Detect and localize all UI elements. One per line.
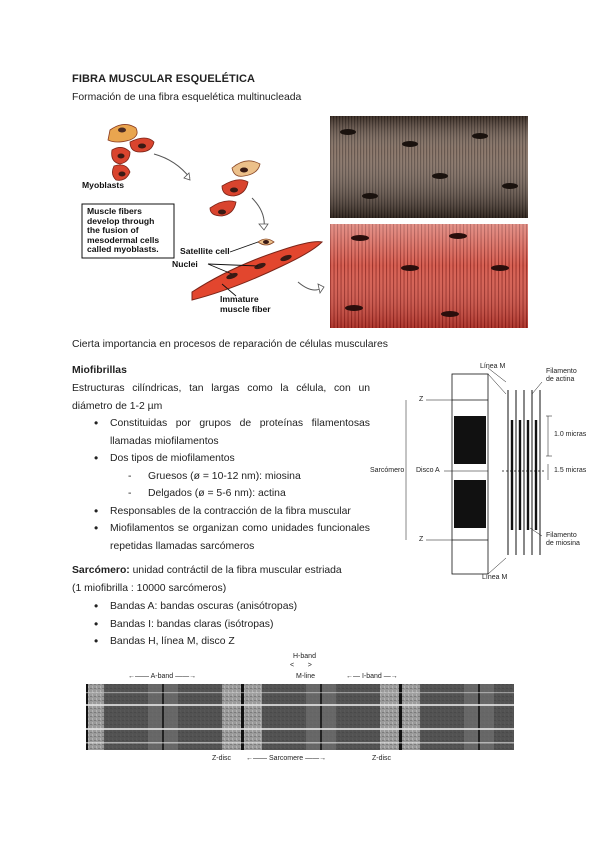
fusing-cells (210, 161, 260, 216)
z-disc-right-label: Z-disc (372, 755, 392, 762)
sarcomere-label: ←—— Sarcomere ——→ (246, 755, 327, 762)
list-item: • Bandas H, línea M, disco Z (72, 633, 392, 651)
m-line-label: M-line (296, 673, 316, 680)
miofibrillas-heading: Miofibrillas (72, 365, 127, 376)
i-band-label: ←— I-band —→ (346, 673, 398, 680)
red-fiber-image (330, 224, 528, 328)
fiber-drawing-red (330, 224, 528, 328)
sub-list-item: - Gruesos (ø = 10-12 nm): miosina (72, 468, 370, 486)
miofibrillas-intro: Estructuras cilíndricas, tan largas como la célula, con un diámetro de 1-2 µm (72, 383, 370, 412)
label-line: de miosina (546, 540, 580, 547)
linea-m-bottom-label: Línea M (482, 574, 508, 581)
disco-a-label: Disco A (416, 467, 440, 474)
page-title: FIBRA MUSCULAR ESQUELÉTICA (72, 73, 256, 85)
satellite-cell-label: Satellite cell (180, 246, 230, 256)
sarcomere-micrograph (86, 684, 514, 750)
immature-fiber-label (220, 295, 271, 314)
repair-text: Cierta importancia en procesos de reparación de células musculares (72, 339, 388, 350)
sarcomere-diagram (370, 360, 592, 585)
box-line: Muscle fibers (87, 206, 142, 216)
brown-fiber-image (330, 116, 528, 218)
muscle-fiber-box (87, 207, 159, 255)
box-line: mesodermal cells (87, 234, 160, 245)
z-label-top: Z (419, 396, 424, 403)
sarcomero-definition (72, 562, 342, 580)
myoblasts-label: Myoblasts (82, 180, 125, 190)
sarcomero-term: Sarcómero: (72, 565, 130, 576)
box-line: develop through (87, 215, 155, 226)
sarcomero-list (72, 598, 392, 651)
a-band-text: A-band (150, 673, 174, 680)
box-line: the fusion of (87, 225, 139, 235)
nuclei-label: Nuclei (172, 259, 198, 269)
immature-line: muscle fiber (220, 303, 271, 314)
a-band-label: ←—— A-band ——→ (128, 673, 197, 680)
i-band-text: I-band (361, 673, 382, 680)
immature-line: Immature (220, 294, 259, 304)
list-item: • Bandas A: bandas oscuras (anisótropas) (72, 598, 392, 616)
z-disc-left-label: Z-disc (212, 755, 232, 762)
micras-15-label: 1.5 micras (554, 467, 587, 474)
sarcomero-diagram-label: Sarcómero (370, 467, 405, 474)
linea-m-top-label: Línea M (480, 363, 506, 370)
list-item: • Responsables de la contracción de la fibra muscular (72, 503, 370, 521)
label-line: Filamento (546, 532, 577, 539)
sarcomero-ratio: (1 miofibrilla : 10000 sarcómeros) (72, 583, 227, 594)
box-line: called myoblasts. (87, 244, 159, 254)
miofibrillas-list (72, 415, 370, 555)
myoblast-cells (108, 124, 154, 180)
list-item: • Bandas I: bandas claras (isótropas) (72, 616, 392, 634)
h-band-arrows: < > (290, 662, 312, 669)
em-image (86, 684, 514, 750)
page-subtitle: Formación de una fibra esquelética multinucleada (72, 92, 302, 103)
filamento-miosina-label (546, 532, 580, 548)
fiber-micrograph-brown (330, 116, 528, 218)
list-item: • Miofilamentos se organizan como unidades funcionales repetidas llamadas sarcómeros (72, 520, 370, 555)
sarcomero-def: unidad contráctil de la fibra muscular estriada (129, 565, 342, 576)
myoblast-fusion-figure (72, 112, 330, 330)
z-label-bottom: Z (419, 536, 424, 543)
micras-10-label: 1.0 micras (554, 431, 587, 438)
label-line: de actina (546, 376, 575, 383)
list-item: • Dos tipos de miofilamentos (72, 450, 370, 468)
h-band-label: H-band (293, 653, 316, 660)
sub-list-item: - Delgados (ø = 5-6 nm): actina (72, 485, 370, 503)
label-line: Filamento (546, 368, 577, 375)
filamento-actina-label (546, 368, 577, 384)
sarcomere-text: Sarcomere (268, 755, 304, 762)
list-item: • Constituidas por grupos de proteínas filamentosas llamadas miofilamentos (72, 415, 370, 450)
